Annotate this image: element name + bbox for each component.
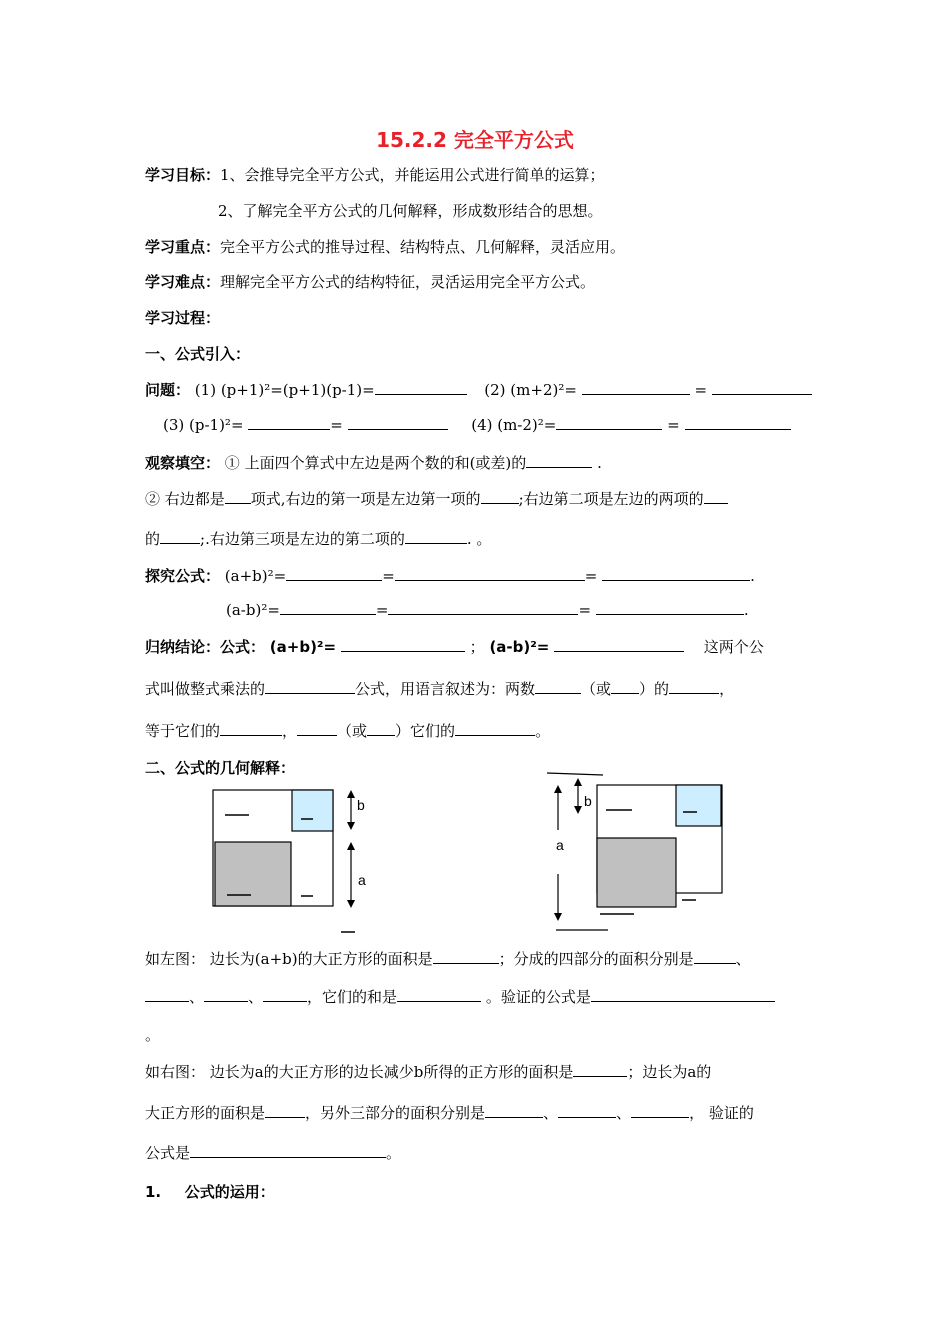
page-title: 15.2.2 完全平方公式 — [376, 128, 574, 152]
summary-tail: 这两个公 — [703, 638, 764, 656]
right-text-b: ；边长为a的 — [627, 1063, 712, 1081]
process-line — [145, 307, 220, 328]
blank-explore-2a[interactable] — [280, 600, 376, 615]
summary-text-3e: 。 — [535, 722, 551, 740]
figure-right — [540, 768, 730, 936]
period: . — [750, 567, 755, 585]
right-text-d: ，另外三部分的面积分别是 — [305, 1104, 486, 1122]
label-b-left: b — [357, 797, 365, 813]
blank-explore-1b[interactable] — [395, 566, 585, 581]
blank-summary-4[interactable] — [535, 679, 581, 694]
small-square-b — [292, 790, 333, 831]
section2-heading-text: 二、公式的几何解释： — [145, 759, 296, 777]
blank-summary-3[interactable] — [265, 679, 355, 694]
question-2: (2) (m+2)²= — [484, 381, 577, 399]
goals-line-1 — [145, 164, 605, 185]
goals-item-2: 2、了解完全平方公式的几何解释，形成数形结合的思想。 — [218, 202, 603, 220]
blank-observe-3b[interactable] — [405, 529, 467, 544]
top-guide-line — [547, 773, 603, 775]
observe-text-1: ① 上面四个算式中左边是两个数的和(或差)的 — [224, 454, 527, 472]
question-1: (1) (p+1)²=(p+1)(p-1)= — [194, 381, 375, 399]
blank-summary-2[interactable] — [554, 637, 684, 652]
summary-text-3a: 等于它们的 — [145, 722, 221, 740]
blank-left-3[interactable] — [145, 987, 189, 1002]
observe-text-3c: . 。 — [466, 530, 492, 548]
goals-label: 学习目标： — [145, 166, 221, 184]
equals-sign: = — [667, 416, 680, 434]
right-text-c: 大正方形的面积是 — [145, 1104, 266, 1122]
section1-heading-text: 一、公式引入： — [145, 345, 251, 363]
blank-explore-2b[interactable] — [388, 600, 578, 615]
label-a-left: a — [358, 872, 366, 888]
figure-left — [205, 782, 365, 940]
blank-summary-7[interactable] — [220, 721, 282, 736]
explore-line-1 — [145, 565, 755, 586]
blank-right-3[interactable] — [485, 1103, 543, 1118]
left-text-g: 。验证的公式是 — [485, 988, 591, 1006]
blank-left-7[interactable] — [591, 987, 775, 1002]
observe-text-2c: ;右边第二项是左边的两项的 — [518, 490, 704, 508]
left-text-d: 、 — [189, 988, 205, 1006]
explore-formula-1: (a+b)²= — [224, 567, 287, 585]
blank-left-6[interactable] — [397, 987, 481, 1002]
observe-text-3b: ;.右边第三项是左边的第二项的 — [200, 530, 405, 548]
blank-right-1[interactable] — [573, 1062, 627, 1077]
summary-text-3d: ）它们的 — [395, 722, 456, 740]
blank-summary-10[interactable] — [455, 721, 535, 736]
left-text-a: 如左图： 边长为(a+b)的大正方形的面积是 — [145, 950, 433, 968]
equals-sign: = — [694, 381, 708, 399]
arrow-head — [347, 900, 355, 908]
summary-formula-1: (a+b)²= — [269, 638, 337, 656]
gray-square-a-minus-b — [597, 838, 676, 907]
blank-left-5[interactable] — [263, 987, 307, 1002]
summary-line-3 — [145, 720, 550, 741]
blank-left-2[interactable] — [694, 949, 736, 964]
left-figure-text-1 — [145, 948, 751, 969]
goals-line-2 — [218, 200, 603, 221]
label-a-right: a — [556, 837, 564, 853]
summary-text-3b: ， — [282, 722, 298, 740]
right-text-a: 如右图： 边长为a的大正方形的边长减少b所得的正方形的面积是 — [145, 1063, 574, 1081]
left-text-c: 、 — [735, 950, 751, 968]
arrow-head — [347, 842, 355, 850]
left-text-f: ，它们的和是 — [307, 988, 398, 1006]
blank-right-5[interactable] — [631, 1103, 689, 1118]
goals-item-1: 1、会推导完全平方公式，并能运用公式进行简单的运算； — [220, 166, 605, 184]
difficulties-label: 学习难点： — [145, 273, 221, 291]
summary-text-3c: （或 — [337, 722, 368, 740]
right-figure-text-3 — [145, 1142, 401, 1163]
blank-explore-1c[interactable] — [602, 566, 750, 581]
summary-text-2c: （或 — [581, 680, 612, 698]
observe-text-3a: 的 — [145, 530, 161, 548]
blank-summary-6[interactable] — [669, 679, 719, 694]
equals-sign: = — [382, 567, 395, 585]
left-text-e: 、 — [248, 988, 264, 1006]
period: . — [597, 454, 602, 472]
arrow-head — [554, 785, 562, 793]
explore-line-2 — [226, 600, 749, 619]
small-square-b — [676, 785, 721, 826]
equals-sign: = — [584, 567, 598, 585]
blank-q3-a[interactable] — [248, 415, 330, 430]
right-text-i: 。 — [386, 1144, 402, 1162]
equals-sign: = — [375, 601, 389, 619]
question-line-1 — [145, 379, 812, 400]
blank-q4-b[interactable] — [685, 415, 791, 430]
arrow-head — [554, 913, 562, 921]
section3-heading — [145, 1181, 275, 1202]
observe-label: 观察填空： — [145, 454, 221, 472]
blank-q4-a[interactable] — [556, 415, 662, 430]
left-text-end: 。 — [145, 1026, 161, 1044]
blank-right-2[interactable] — [265, 1103, 305, 1118]
section1-heading — [145, 343, 250, 364]
key-points-label: 学习重点： — [145, 238, 221, 256]
summary-line-2 — [145, 678, 734, 699]
blank-explore-2c[interactable] — [596, 600, 744, 615]
blank-q2-a[interactable] — [582, 380, 690, 395]
right-text-e: 、 — [543, 1104, 559, 1122]
explore-formula-2: (a-b)²= — [226, 601, 280, 619]
difficulties-line — [145, 271, 595, 292]
observe-line-2 — [145, 488, 728, 509]
arrow-head — [347, 822, 355, 830]
summary-text-2d: ）的 — [639, 680, 670, 698]
observe-line-1 — [145, 452, 602, 473]
right-text-f: 、 — [616, 1104, 632, 1122]
blank-summary-5[interactable] — [611, 679, 639, 694]
blank-observe-2a[interactable] — [225, 489, 251, 504]
right-text-h: 公式是 — [145, 1144, 191, 1162]
blank-left-1[interactable] — [433, 949, 499, 964]
left-figure-text-3 — [145, 1024, 160, 1045]
question-3: (3) (p-1)²= — [163, 416, 244, 434]
summary-label: 归纳结论：公式： — [145, 638, 266, 656]
section3-number: 1. — [145, 1183, 162, 1201]
blank-summary-9[interactable] — [367, 721, 395, 736]
equals-sign: = — [330, 416, 343, 434]
arrow-head — [347, 790, 355, 798]
question-label: 问题： — [145, 381, 191, 399]
summary-line-1 — [145, 636, 764, 657]
key-points-line — [145, 236, 625, 257]
period: . — [743, 601, 749, 619]
blank-summary-1[interactable] — [341, 637, 465, 652]
blank-left-4[interactable] — [204, 987, 248, 1002]
blank-q3-b[interactable] — [348, 415, 448, 430]
equals-sign: = — [578, 601, 592, 619]
right-figure-text-1 — [145, 1061, 711, 1082]
explore-label: 探究公式： — [145, 567, 221, 585]
summary-formula-2: (a-b)²= — [489, 638, 550, 656]
key-points-text: 完全平方公式的推导过程、结构特点、几何解释，灵活应用。 — [220, 238, 626, 256]
blank-right-6[interactable] — [190, 1143, 386, 1158]
left-figure-text-2 — [145, 986, 775, 1007]
blank-q2-b[interactable] — [712, 380, 812, 395]
section3-heading-text: 公式的运用： — [184, 1183, 275, 1201]
arrow-head — [574, 778, 582, 786]
blank-observe-2b[interactable] — [481, 489, 519, 504]
blank-explore-1a[interactable] — [286, 566, 382, 581]
observe-line-3 — [145, 528, 491, 549]
label-b-right: b — [584, 793, 592, 809]
question-line-2 — [163, 415, 791, 434]
observe-text-2b: 项式,右边的第一项是左边第一项的 — [250, 490, 481, 508]
blank-observe-2c[interactable] — [704, 489, 728, 504]
process-label: 学习过程： — [145, 309, 221, 327]
blank-observe-1[interactable] — [526, 453, 592, 468]
blank-summary-8[interactable] — [297, 721, 337, 736]
blank-right-4[interactable] — [558, 1103, 616, 1118]
summary-text-2a: 式叫做整式乘法的 — [145, 680, 266, 698]
right-text-g: ， 验证的 — [689, 1104, 754, 1122]
question-4: (4) (m-2)²= — [471, 416, 557, 434]
blank-observe-3a[interactable] — [160, 529, 200, 544]
difficulties-text: 理解完全平方公式的结构特征，灵活运用完全平方公式。 — [220, 273, 596, 291]
gray-square-a — [215, 842, 291, 906]
comma: ， — [719, 680, 735, 698]
section2-heading — [145, 757, 295, 778]
blank-q1[interactable] — [375, 380, 467, 395]
observe-text-2a: ② 右边都是 — [145, 490, 225, 508]
arrow-head — [574, 806, 582, 814]
right-figure-text-2 — [145, 1102, 754, 1123]
summary-text-2b: 公式，用语言叙述为：两数 — [355, 680, 536, 698]
semicolon: ； — [469, 638, 485, 656]
left-text-b: ；分成的四部分的面积分别是 — [498, 950, 694, 968]
